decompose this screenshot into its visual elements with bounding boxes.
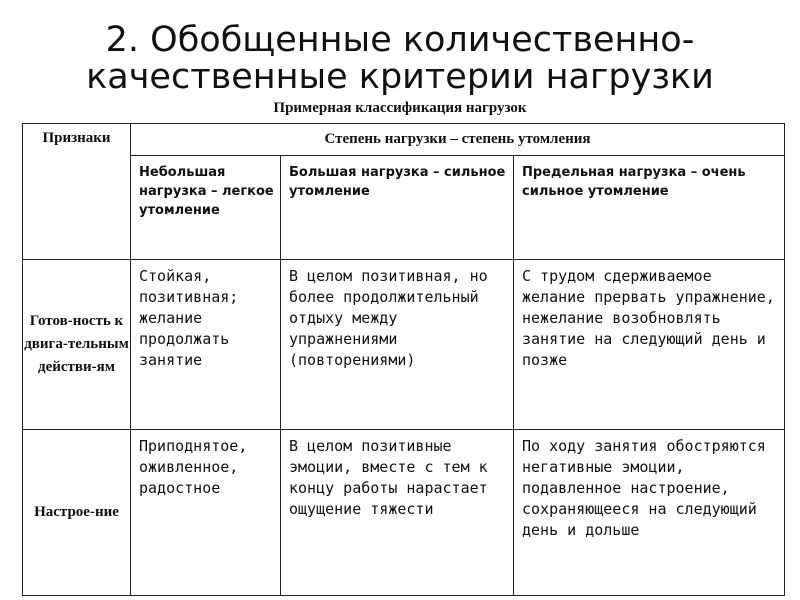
table-row-readiness bbox=[23, 260, 785, 430]
subheader-large-load: Большая нагрузка – сильное утомление bbox=[281, 156, 514, 260]
cell-readiness-large: В целом позитивная, но более продолжительный отдыху между упражнениями (повторениями) bbox=[281, 260, 514, 430]
cell-readiness-small: Стойкая, позитивная; желание продолжать занятие bbox=[131, 260, 281, 430]
cell-readiness-extreme: С трудом сдерживаемое желание прервать упражнение, нежелание возобновлять занятие на следующий день и позже bbox=[514, 260, 785, 430]
table-row-mood bbox=[23, 430, 785, 596]
table-caption: Примерная классификация нагрузок bbox=[273, 100, 527, 116]
slide-title bbox=[0, 22, 800, 96]
cell-mood-extreme: По ходу занятия обостряются негативные эмоции, подавленное настроение, сохраняющееся на следующий день и дольше bbox=[514, 430, 785, 596]
cell-mood-large: В целом позитивные эмоции, вместе с тем к концу работы нарастает ощущение тяжести bbox=[281, 430, 514, 596]
subheader-extreme-load: Предельная нагрузка – очень сильное утомление bbox=[514, 156, 785, 260]
row-label-mood: Настрое-ние bbox=[23, 430, 131, 596]
header-load-degree: Степень нагрузки – степень утомления bbox=[131, 124, 785, 156]
load-classification-table bbox=[22, 123, 785, 596]
title-line-2: качественные критерии нагрузки bbox=[86, 57, 714, 97]
title-line-1: 2. Обобщенные количественно- bbox=[105, 20, 695, 60]
subheader-small-load: Небольшая нагрузка – легкое утомление bbox=[131, 156, 281, 260]
row-label-readiness: Готов-ность к двига-тельным действи-ям bbox=[23, 260, 131, 430]
cell-mood-small: Приподнятое, оживленное, радостное bbox=[131, 430, 281, 596]
header-signs: Признаки bbox=[23, 124, 131, 260]
